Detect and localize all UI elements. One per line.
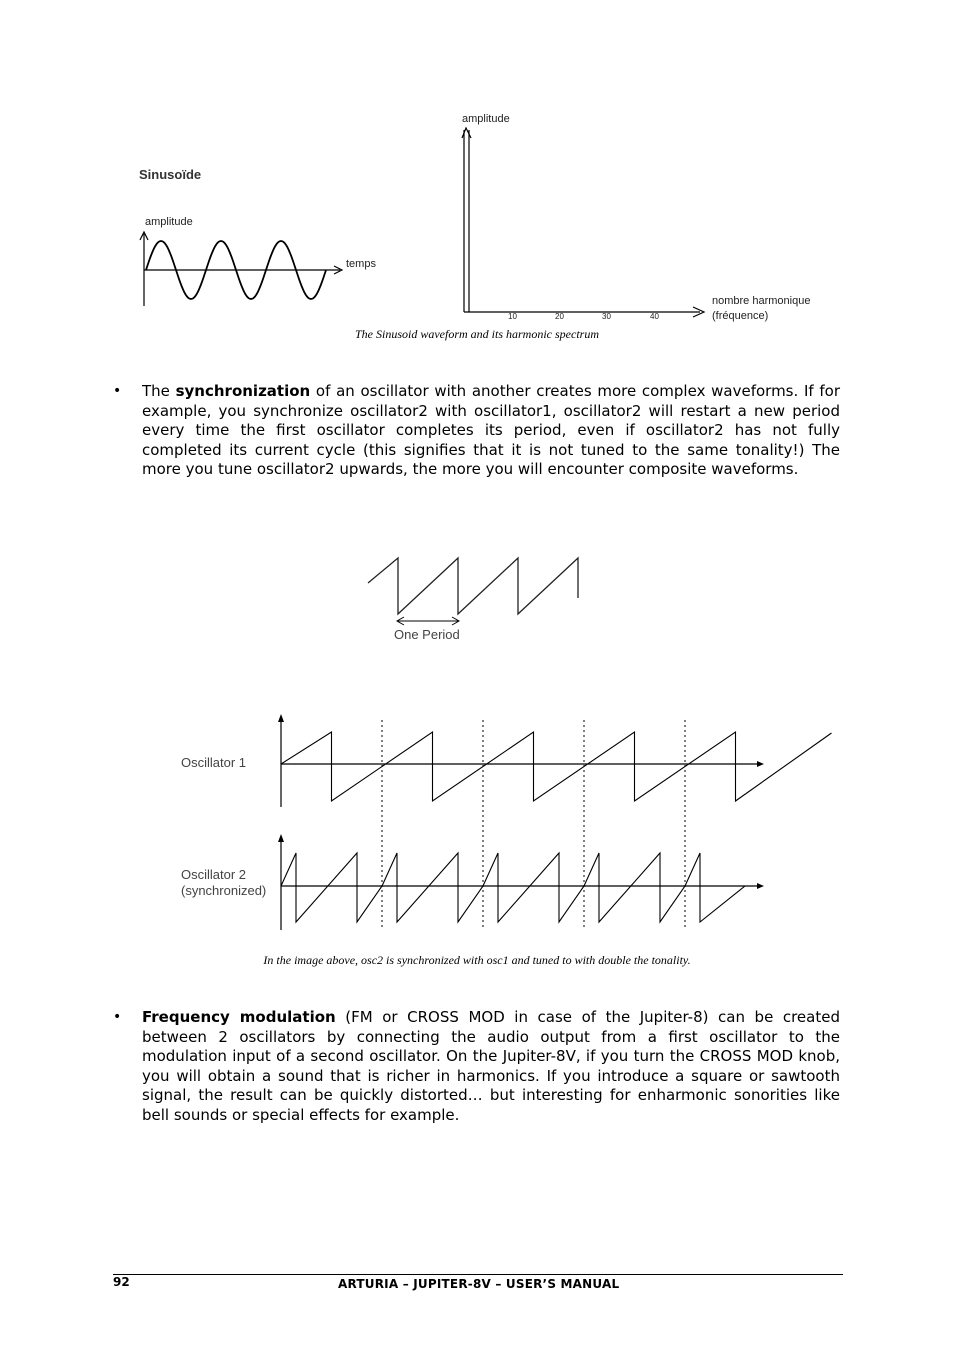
synchronization-term: synchronization bbox=[175, 382, 311, 400]
frequency-modulation-term: Frequency modulation bbox=[142, 1008, 336, 1026]
spectrum-tick-20: 20 bbox=[555, 312, 564, 321]
oscillator2-synchronized-label: (synchronized) bbox=[181, 883, 267, 898]
footer-rule bbox=[113, 1274, 843, 1275]
spectrum-tick-40: 40 bbox=[650, 312, 659, 321]
frequency-modulation-paragraph bbox=[142, 1008, 840, 1126]
bullet-1: • bbox=[113, 383, 122, 399]
sinusoid-time-label: temps bbox=[346, 258, 376, 270]
bullet-2: • bbox=[113, 1009, 122, 1025]
spectrum-axis-label-line1: nombre harmonique bbox=[712, 295, 811, 307]
page-number: 92 bbox=[113, 1275, 130, 1289]
spectrum-tick-10: 10 bbox=[508, 312, 517, 321]
figure1-caption: The Sinusoid waveform and its harmonic spectrum bbox=[355, 327, 599, 341]
sinusoid-amplitude-label: amplitude bbox=[145, 216, 193, 228]
para1-lead: The bbox=[142, 382, 176, 400]
para2-body: (FM or CROSS MOD in case of the Jupiter-8) can be created between 2 oscillators by connecting the audio output from a first oscillator to the modulation input of a second oscillator. On the Jupiter-8V, if you turn the CROSS MOD knob, you will obtain a sound that is richer in harmonics. If you introduce a square or sawtooth signal, the result can be quickly distorted… but interesting for enharmonic sonorities like bell sounds or special effects for example. bbox=[142, 1008, 840, 1124]
oscillator2-label: Oscillator 2 bbox=[181, 867, 247, 882]
sinusoid-title: Sinusoïde bbox=[139, 167, 202, 182]
footer-title: ARTURIA – JUPITER-8V – USER’S MANUAL bbox=[338, 1277, 620, 1291]
spectrum-tick-30: 30 bbox=[602, 312, 611, 321]
one-period-label: One Period bbox=[394, 627, 460, 642]
para1-body: of an oscillator with another creates more complex waveforms. If for example, you synchronize oscillator2 with oscillator1, oscillator2 will restart a new period every time the first oscillator completes its period, even if oscillator2 has not fully completed its current cycle (this signifies that it is not tuned to the same tonality!) The more you tune oscillator2 upwards, the more you will encounter composite waveforms. bbox=[142, 382, 840, 479]
spectrum-axis-label-line2: (fréquence) bbox=[712, 310, 769, 322]
oscillator1-label: Oscillator 1 bbox=[181, 755, 247, 770]
figure3-caption: In the image above, osc2 is synchronized with osc1 and tuned to with double the tonality. bbox=[263, 953, 691, 967]
spectrum-amplitude-label: amplitude bbox=[462, 113, 510, 125]
